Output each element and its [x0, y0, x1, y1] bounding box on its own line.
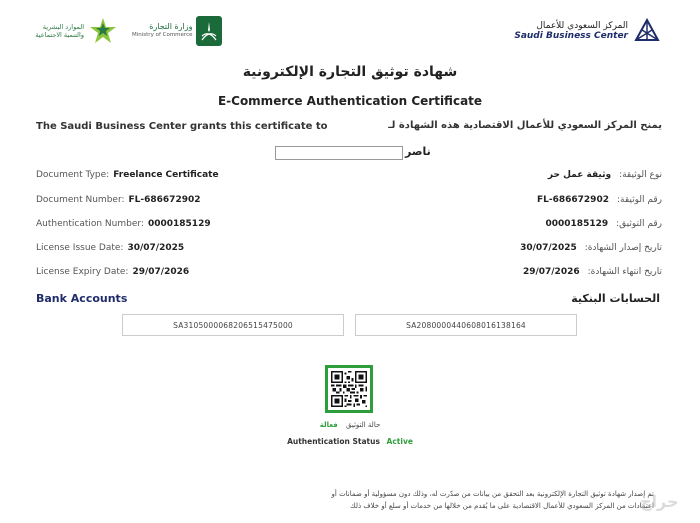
moc-logo [132, 16, 222, 46]
header-left-logos [24, 16, 222, 46]
bank-accounts-title-en: Bank Accounts [36, 292, 128, 305]
sbc-logo-text-ar: المركز السعودي للأعمال [536, 21, 628, 31]
moc-logo-text-en: Ministry of Commerce [132, 32, 193, 38]
qr-code-icon [331, 371, 367, 407]
field-issue-date-en: License Issue Date: 30/07/2025 [36, 243, 185, 253]
bank-accounts-title-ar: الحسابات البنكية [571, 292, 660, 305]
recipient-name: ناصر [405, 145, 431, 158]
recipient-name-box [275, 146, 403, 160]
qr-code[interactable] [325, 365, 373, 413]
grant-text-english: The Saudi Business Center grants this certificate to [36, 121, 328, 132]
grant-text-arabic: يمنح المركز السعودي للأعمال الاقتصادية هذه الشهادة لـ [388, 120, 662, 131]
field-authentication-number-en: Authentication Number: 0000185129 [36, 219, 211, 229]
field-document-type-en: Document Type: Freelance Certificate [36, 170, 219, 180]
field-authentication-number-ar: رقم التوثيق:0000185129 [545, 219, 662, 229]
field-expiry-date-ar: تاريخ انتهاء الشهادة:29/07/2026 [522, 267, 662, 277]
haraj-watermark: حراج [640, 492, 679, 511]
title-arabic: شهادة توثيق التجارة الإلكترونية [242, 64, 458, 80]
status-value-en: Active [386, 437, 413, 446]
sbc-logo-text-en: Saudi Business Center [514, 31, 628, 41]
hrsd-logo-text: الموارد البشرية والتنمية الاجتماعية [35, 23, 84, 39]
status-english [0, 437, 700, 446]
field-document-type-ar: نوع الوثيقة:وثيقة عمل حر [547, 170, 662, 180]
sbc-mark-icon [634, 18, 660, 44]
disclaimer-line-2: اعتمادات من المركز السعودي للأعمال الاقتصادية على ما يُقدم من خلالها من خدمات أو سلع أو خلاف ذلك [349, 502, 654, 510]
field-issue-date-ar: تاريخ إصدار الشهادة:30/07/2025 [520, 243, 662, 253]
field-expiry-date-en: License Expiry Date: 29/07/2026 [36, 267, 190, 277]
title-english: E-Commerce Authentication Certificate [217, 94, 483, 108]
field-document-number-en: Document Number: FL-686672902 [36, 195, 201, 205]
hrsd-logo [24, 17, 118, 45]
field-document-number-ar: رقم الوثيقة:FL-686672902 [536, 195, 662, 205]
status-arabic [0, 421, 700, 429]
status-label-ar: حالة التوثيق [346, 421, 381, 429]
iban-box-right: SA2080000440608016138164 [355, 314, 577, 336]
sbc-logo [514, 18, 660, 44]
moc-logo-text-ar: وزارة التجارة [149, 22, 193, 31]
hrsd-star-icon [88, 17, 118, 45]
disclaimer-line-1: تم إصدار شهادة توثيق التجارة الإلكترونية بعد التحقق من بيانات من صدّرت له، وذلك دون مسؤولية أو ضمانات أو [331, 490, 654, 498]
saudi-emblem-icon [196, 16, 222, 46]
iban-box-left: SA3105000068206515475000 [122, 314, 344, 336]
status-value-ar: فعالة [319, 421, 338, 429]
status-label-en: Authentication Status [287, 437, 380, 446]
